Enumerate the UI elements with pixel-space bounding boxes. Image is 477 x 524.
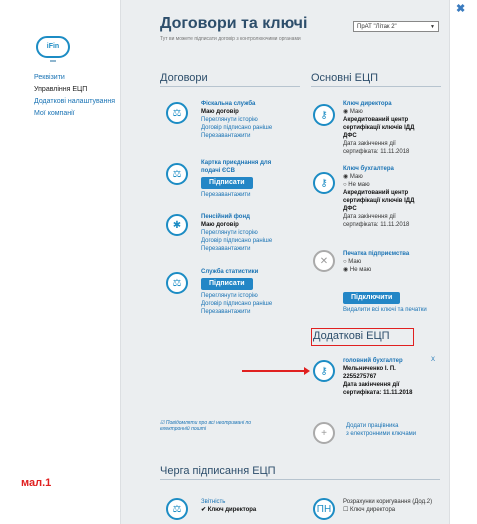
key-icon: ⚷ xyxy=(313,172,335,194)
logo-underline xyxy=(50,60,56,62)
add-link-line: Додати працівника xyxy=(346,423,399,429)
radio-have[interactable]: ◉ Маю xyxy=(343,109,363,115)
reload-link[interactable]: Перезавантажити xyxy=(201,246,251,252)
key-title: Ключ бухгалтера xyxy=(343,166,394,172)
queue-right xyxy=(343,498,432,514)
extra-heading: Додаткові ЕЦП xyxy=(313,330,390,342)
sign-button[interactable]: Підписати xyxy=(201,177,253,189)
history-link[interactable]: Переглянути історію xyxy=(201,293,258,299)
signed-link[interactable]: Договір підписано раніше xyxy=(201,301,273,307)
sign-button[interactable]: Підписати xyxy=(201,278,253,290)
cert-line: Акредитований центр xyxy=(343,190,409,196)
delete-keys-link[interactable]: Видалити всі ключі та печатки xyxy=(343,307,427,313)
queue-left xyxy=(201,498,256,514)
contract-title: Пенсійний фонд xyxy=(201,214,250,220)
chevron-down-icon: ▼ xyxy=(430,24,435,30)
radio-label: Маю xyxy=(348,259,362,265)
queue-heading: Черга підписання ЕЦП xyxy=(160,465,440,480)
figure-label: мал.1 xyxy=(21,477,52,489)
sidebar-item-ecp[interactable]: Управління ЕЦП xyxy=(34,86,88,93)
pointer-arrow xyxy=(242,370,305,372)
company-select[interactable] xyxy=(353,21,439,32)
contract-status: Маю договір xyxy=(201,222,239,228)
queue-item: ☐ Ключ директора xyxy=(343,507,396,513)
radio-not-have[interactable]: ○ Не маю xyxy=(343,182,370,188)
add-link-line: з електронними ключами xyxy=(346,431,417,437)
radio-label: Маю xyxy=(349,174,363,180)
keys-heading: Основні ЕЦП xyxy=(311,72,441,87)
cert-line: сертифікації ключів ІДД xyxy=(343,125,415,131)
contracts-heading: Договори xyxy=(160,72,300,87)
history-link[interactable]: Переглянути історію xyxy=(201,117,258,123)
date-label: Дата закінчення дії xyxy=(343,214,396,220)
pn-icon: ПН xyxy=(313,498,335,520)
history-link[interactable]: Переглянути історію xyxy=(201,230,258,236)
signed-link[interactable]: Договір підписано раніше xyxy=(201,125,273,131)
contract-title: Картка приєднання для подачі ЄСВ xyxy=(201,160,272,174)
cert-line: ДФС xyxy=(343,206,357,212)
signed-link[interactable]: Договір підписано раніше xyxy=(201,238,273,244)
extra-name: Мельниченко І. П. xyxy=(343,366,396,372)
report-icon: ⚖ xyxy=(166,498,188,520)
stamp-icon: ✕ xyxy=(313,250,335,272)
logo-text: iFin xyxy=(46,43,60,50)
extra-key xyxy=(343,357,412,397)
company-select-value: ПрАТ "Літак 2" xyxy=(357,24,397,30)
key-icon: ⚷ xyxy=(313,104,335,126)
page-title: Договори та ключі xyxy=(160,15,308,32)
contract-status: Маю договір xyxy=(201,109,239,115)
connect-area xyxy=(343,290,427,314)
radio-not-have[interactable]: ◉ Не маю xyxy=(343,267,372,273)
esv-icon: ⚖ xyxy=(166,163,188,185)
sidebar-item-companies[interactable]: Мої компанії xyxy=(34,110,75,117)
pension-icon: ✱ xyxy=(166,214,188,236)
cert-line: сертифікації ключів ІДД xyxy=(343,198,415,204)
add-employee-link[interactable] xyxy=(346,422,416,438)
contract-esv xyxy=(201,159,281,199)
reload-link[interactable]: Перезавантажити xyxy=(201,133,251,139)
notify-label: Повідомляти про всі неотримані по електронній пошті xyxy=(160,420,251,432)
key-title: Ключ директора xyxy=(343,101,392,107)
radio-have[interactable]: ◉ Маю xyxy=(343,174,363,180)
date-value: сертифіката: 11.11.2018 xyxy=(343,390,413,396)
radio-label: Не маю xyxy=(349,267,372,273)
queue-title: Розрахунки коригування (Дод.2) xyxy=(343,499,433,505)
close-icon[interactable]: ✖ xyxy=(456,3,466,15)
radio-label: Не маю xyxy=(348,182,370,188)
reload-link[interactable]: Перезавантажити xyxy=(201,192,251,198)
sidebar-nav xyxy=(34,74,115,122)
stats-icon: ⚖ xyxy=(166,272,188,294)
contract-title: Фіскальна служба xyxy=(201,101,256,107)
date-value: сертифіката: 11.11.2018 xyxy=(343,222,410,228)
queue-title: Звітність xyxy=(201,499,226,505)
date-label: Дата закінчення дії xyxy=(343,382,400,388)
date-value: сертифіката: 11.11.2018 xyxy=(343,149,410,155)
cert-line: ДФС xyxy=(343,133,357,139)
notify-checkbox[interactable]: ☑ Повідомляти про всі неотримані по електронній пошті xyxy=(160,420,251,432)
app-logo xyxy=(36,36,70,58)
queue-item: ✔ Ключ директора xyxy=(201,507,257,513)
radio-have[interactable]: ○ Маю xyxy=(343,259,362,265)
company-stamp xyxy=(343,250,409,274)
page-subtitle: Тут ви можете підписати договір з контролюючими органами xyxy=(160,36,301,42)
cert-line: Акредитований центр xyxy=(343,117,409,123)
sidebar-item-requisites[interactable]: Реквізити xyxy=(34,74,65,81)
key-icon: ⚷ xyxy=(313,360,335,382)
director-key xyxy=(343,100,414,156)
reload-link[interactable]: Перезавантажити xyxy=(201,309,251,315)
stamp-title: Печатка підприємства xyxy=(343,251,410,257)
accountant-key xyxy=(343,165,414,229)
contract-tax xyxy=(201,100,272,140)
sidebar-item-settings[interactable]: Додаткові налаштування xyxy=(34,98,116,105)
extra-title: головний бухгалтер xyxy=(343,358,403,364)
date-label: Дата закінчення дії xyxy=(343,141,396,147)
contract-pension xyxy=(201,213,272,253)
contract-title: Служба статистики xyxy=(201,269,259,275)
extra-code: 2255275767 xyxy=(343,374,377,380)
radio-label: Маю xyxy=(349,109,363,115)
tax-icon: ⚖ xyxy=(166,102,188,124)
remove-button[interactable]: X xyxy=(431,357,436,363)
contract-stats xyxy=(201,268,272,316)
connect-button[interactable]: Підключити xyxy=(343,292,400,304)
add-user-icon: + xyxy=(313,422,335,444)
